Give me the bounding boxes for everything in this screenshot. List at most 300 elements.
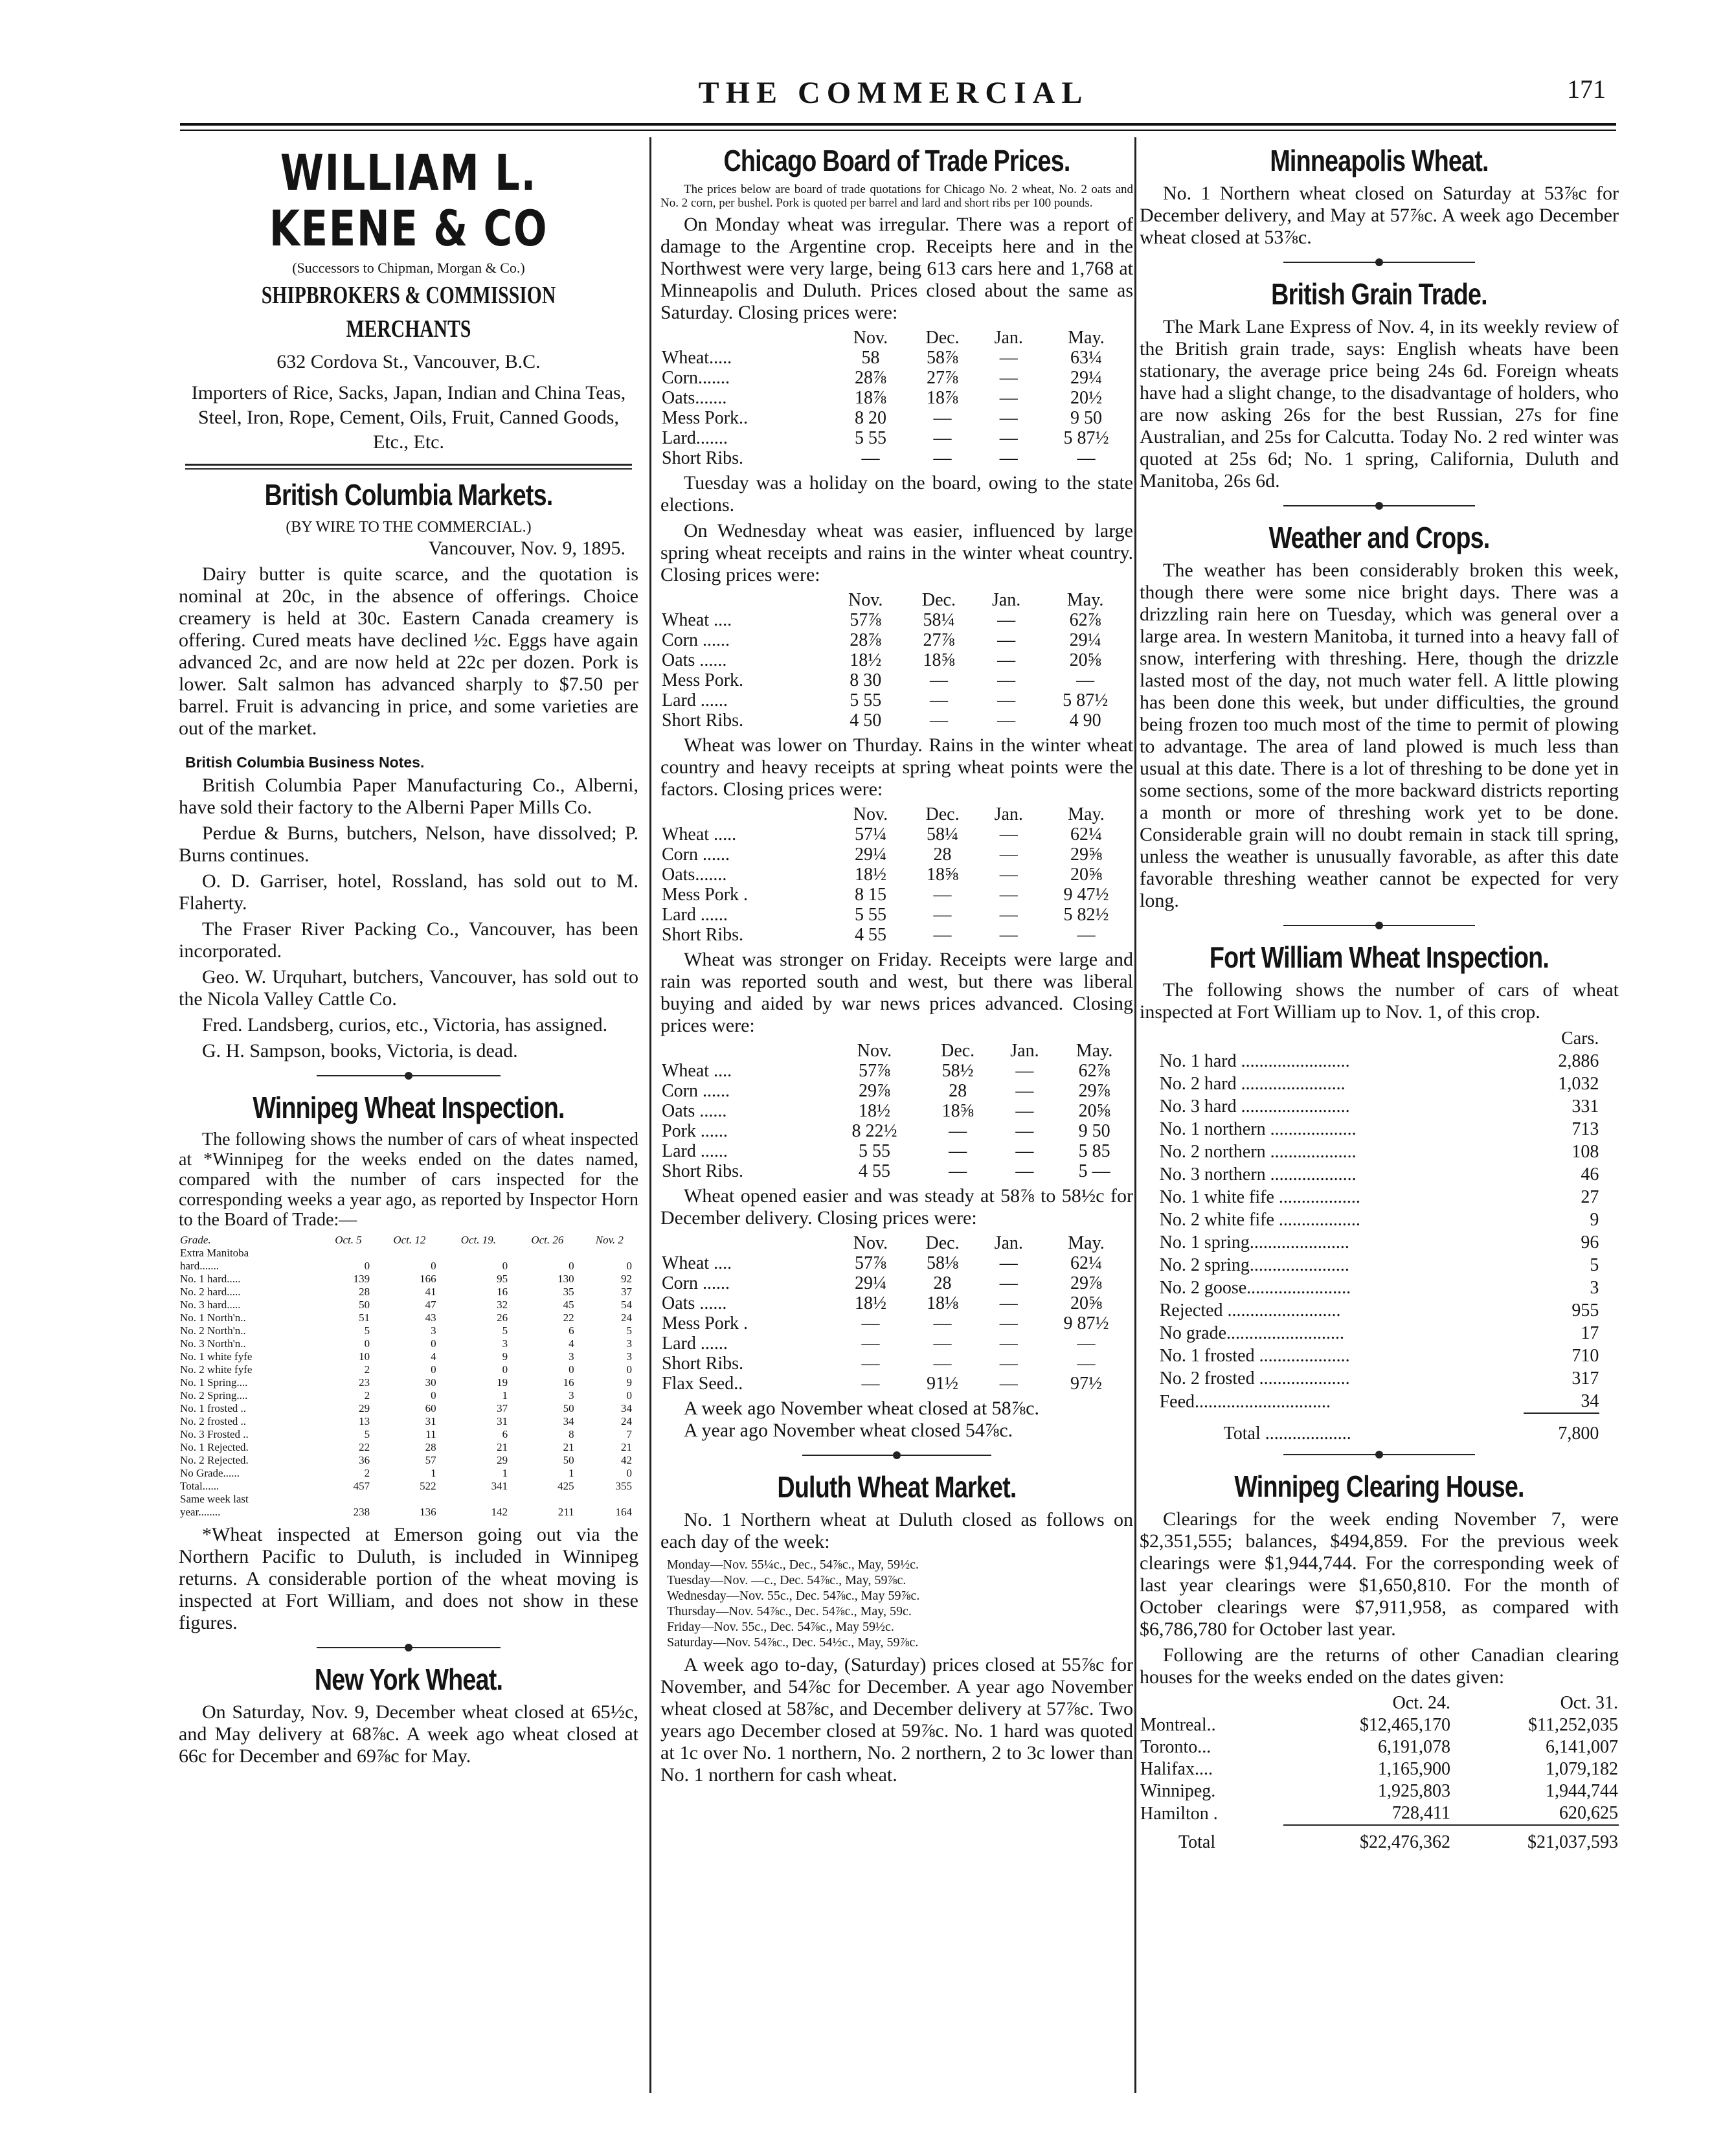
row-label: Total ................... [1223,1423,1351,1444]
table-row [1159,1345,1600,1367]
cell: 130 [558,1273,574,1285]
column-header: May. [1076,1041,1113,1061]
table-row [660,428,1133,448]
row-label: Mess Pork. [662,670,744,690]
cell: 355 [615,1480,632,1492]
chicago-week-ago: A week ago November wheat closed at 58⅞c. [684,1398,1039,1419]
grade-label: Extra Manitoba [180,1247,249,1259]
cell: — [933,925,952,945]
table-row [1140,1758,1619,1780]
advertiser-business: SHIPBROKERS & COMMISSION MERCHANTS [261,282,556,343]
cell: 91½ [927,1374,959,1394]
british-grain-heading: British Grain Trade. [1271,277,1487,311]
table-row [1159,1299,1600,1322]
row-label: No. 3 North'n.. [180,1337,246,1350]
cell: 5 85 [1078,1141,1110,1161]
cell: 9 [502,1350,508,1363]
table-row [660,1121,1133,1141]
cell: 29⅞ [1070,1273,1103,1293]
cell: 21 [497,1441,508,1453]
duluth-day-line: Wednesday—Nov. 55c., Dec. 54⅞c., May 59⅞c. [667,1589,920,1603]
cell: — [1077,448,1096,468]
column-header [660,590,828,610]
cell: 2 [364,1363,370,1376]
cell: 0 [364,1337,370,1350]
cell: 2,886 [1558,1051,1599,1071]
masthead [175,70,1612,110]
table-header-row [179,1234,638,1247]
row-label: hard....... [180,1260,219,1272]
duluth-day-line: Saturday—Nov. 54⅞c., Dec. 54½c., May, 59⅞c. [667,1635,919,1650]
row-label: Oats ...... [662,1293,727,1313]
row-label: Mess Pork.. [662,408,749,428]
cell: 5 87½ [1063,428,1109,448]
table-row [1159,1118,1600,1140]
advertiser-address: 632 Cordova St., Vancouver, B.C. [276,351,541,372]
row-label: No. 1 Spring.... [180,1376,248,1389]
cell: 34 [563,1415,574,1427]
cell: 4 90 [1069,710,1101,731]
cell: — [999,1293,1018,1313]
cell: 32 [497,1299,508,1311]
cell: 1 [502,1467,508,1479]
weather-heading: Weather and Crops. [1268,521,1490,554]
cell: 7,800 [1524,1413,1599,1445]
cell: 95 [497,1273,508,1285]
column-header: Nov. [853,328,888,348]
cell: 5 55 [850,690,882,710]
cell: 4 55 [858,1161,890,1181]
minneapolis-heading: Minneapolis Wheat. [1270,144,1489,177]
column-header: May. [1068,1233,1105,1253]
cell: 57 [425,1454,436,1466]
fort-william-table [1159,1027,1600,1445]
cell: — [933,408,952,428]
cell: 142 [491,1506,508,1518]
cell: 31 [425,1415,436,1427]
cell: 19 [497,1376,508,1389]
cell: 18⅞ [927,388,959,408]
column-header: May. [1066,590,1104,610]
column-header: Dec. [925,804,960,824]
column-header: Dec. [941,1041,975,1061]
row-label: Wheat .... [662,610,732,630]
cell: 26 [497,1311,508,1324]
column-rule-left [649,137,651,2093]
cell: 238 [353,1506,370,1518]
row-label: No. 1 spring...................... [1159,1232,1349,1253]
winnipeg-inspection-table [179,1234,638,1519]
cell: — [997,670,1016,690]
table-row [660,905,1133,925]
row-label: No. 2 hard..... [180,1286,241,1298]
cell: 1,032 [1558,1074,1599,1094]
table-row [179,1286,638,1299]
column-header: May. [1068,804,1105,824]
cell: 136 [420,1506,436,1518]
cell: 8 [569,1428,574,1440]
cell: 51 [359,1311,370,1324]
row-label: No. 2 spring...................... [1159,1255,1349,1275]
column-header: Grade. [180,1234,211,1246]
cell: — [933,885,952,905]
cell: — [999,1313,1018,1333]
clearing-rows [1140,1714,1619,1825]
table-row [179,1441,638,1454]
row-label: No. 2 frosted .................... [1159,1368,1350,1389]
cell: 5 55 [858,1141,890,1161]
row-label: Pork ...... [662,1121,728,1141]
bc-markets-dateline: Vancouver, Nov. 9, 1895. [428,538,625,559]
column-header: Nov. [848,590,883,610]
table-header-row [660,804,1133,824]
table-row [660,1253,1133,1273]
cell: 620,625 [1559,1803,1618,1823]
row-label: No. 1 hard ........................ [1159,1051,1350,1071]
cell: 18½ [854,865,886,885]
column-header: Oct. 26 [531,1234,564,1246]
row-label: Total [1178,1832,1216,1852]
cell: — [999,1253,1018,1273]
price-table [660,804,1133,945]
bc-notes-heading: British Columbia Business Notes. [185,754,425,771]
cell: — [933,448,952,468]
bc-markets-heading: British Columbia Markets. [264,478,553,512]
table-row [660,388,1133,408]
table-row [179,1299,638,1311]
row-label: Lard ...... [662,1141,728,1161]
cell: — [999,368,1018,388]
cell: 0 [431,1260,436,1272]
row-label: No. 2 North'n.. [180,1324,246,1337]
row-label: No. 2 hard ....................... [1159,1074,1346,1094]
table-row [179,1493,638,1506]
price-table [660,1233,1133,1394]
section-separator [1140,496,1619,516]
table-row [660,885,1133,905]
table-row [179,1506,638,1519]
cell: — [949,1141,967,1161]
cell: 9 [626,1376,632,1389]
cell: 62⅞ [1078,1061,1110,1081]
row-label: Hamilton . [1140,1803,1218,1824]
cell: — [999,845,1018,865]
cell: — [1077,925,1096,945]
masthead-title: THE COMMERCIAL [698,76,1089,110]
cell: — [1015,1081,1034,1101]
cell: 58½ [941,1061,974,1081]
advertiser-name: WILLIAM L. KEENE & CO [269,144,548,257]
cell: 4 55 [854,925,886,945]
cell: — [933,1354,952,1374]
table-row [1140,1780,1619,1802]
cell: 166 [420,1273,436,1285]
row-label: Lard ...... [662,690,728,710]
table-header-row [1159,1027,1600,1050]
row-label: Toronto... [1140,1737,1211,1757]
cell: 6,191,078 [1378,1737,1451,1757]
cell: 57⅞ [858,1061,890,1081]
table-row [660,1273,1133,1293]
table-row [179,1467,638,1480]
row-label: Wheat .... [662,1253,732,1273]
row-label: No Grade...... [180,1467,240,1479]
table-row [179,1260,638,1273]
cell: 3 [626,1350,632,1363]
cell: 60 [425,1402,436,1414]
cell: 317 [1571,1368,1599,1389]
cell: 28⅞ [854,368,886,388]
cell: 28 [425,1441,436,1453]
cell: — [999,824,1018,845]
cell: 29⅝ [1070,845,1103,865]
row-label: Short Ribs. [662,1354,744,1374]
chicago-wednesday-text: On Wednesday wheat was easier, influenced by large spring wheat receipts and rains in the winter wheat country. Closing prices were: [660,520,1133,585]
row-label: Short Ribs. [662,710,744,731]
cell: 3 [569,1350,574,1363]
table-row [1159,1163,1600,1186]
cell: 36 [359,1454,370,1466]
cell: 5 [626,1324,632,1337]
row-label: No. 3 northern ................... [1159,1164,1357,1185]
cell: 21 [621,1441,632,1453]
column-rule-right [1134,137,1136,2093]
bc-note: O. D. Garriser, hotel, Rossland, has sold out to M. Flaherty. [179,870,638,914]
column-middle [660,139,1133,2114]
cell: 8 15 [854,885,886,905]
cell: 58⅞ [927,348,959,368]
chicago-intro: The prices below are board of trade quotations for Chicago No. 2 wheat, No. 2 oats and No. 2 corn, per bushel. Pork is quoted per barrel and lard and short ribs per 100 pounds. [660,183,1133,210]
row-label: Wheat .... [662,1061,732,1081]
cell: 18⅝ [941,1101,974,1121]
table-row [1159,1367,1600,1390]
table-row [179,1415,638,1428]
row-label: No. 1 Rejected. [180,1441,249,1453]
row-label: Corn ...... [662,845,730,865]
cell: 29¼ [1070,368,1103,388]
row-label: No. 2 white fyfe [180,1363,253,1376]
table-row [660,690,1133,710]
row-label: Winnipeg. [1140,1781,1216,1801]
table-row [660,1354,1133,1374]
column-header: Jan. [994,804,1023,824]
cell: 0 [364,1260,370,1272]
table-row [660,670,1133,690]
cell: 43 [425,1311,436,1324]
cell: 1 [569,1467,574,1479]
cell: 1,925,803 [1378,1781,1451,1801]
cell: 27 [1581,1187,1599,1207]
table-row [1140,1714,1619,1736]
table-row [660,650,1133,670]
row-label: No. 1 northern ................... [1159,1119,1357,1139]
cell: 46 [1581,1164,1599,1185]
column-header [660,328,834,348]
cell: — [1015,1161,1034,1181]
column-header: Jan. [994,1233,1023,1253]
column-header [1140,1692,1283,1714]
bc-note: Perdue & Burns, butchers, Nelson, have dissolved; P. Burns continues. [179,823,638,866]
cell: 5 [364,1324,370,1337]
cell: — [1015,1141,1034,1161]
cell: 62¼ [1070,1253,1103,1273]
cell: 62⅞ [1069,610,1101,630]
row-label: Lard....... [662,428,728,448]
cell: — [999,388,1018,408]
cell: — [999,448,1018,468]
cell: 0 [569,1363,574,1376]
row-label: Same week last [180,1493,249,1505]
price-table [660,590,1133,731]
section-separator [179,1638,638,1657]
column-header: Dec. [925,1233,960,1253]
cell: 34 [1581,1391,1599,1411]
cell: 0 [569,1260,574,1272]
cell: — [929,670,948,690]
table-total-row [179,1480,638,1493]
column-header: Oct. 19. [460,1234,497,1246]
cell: 8 20 [854,408,886,428]
cell: — [997,650,1016,670]
table-row [660,710,1133,731]
cell: 47 [425,1299,436,1311]
cell: 13 [359,1415,370,1427]
duluth-day-line: Thursday—Nov. 54⅞c., Dec. 54⅞c., May, 59c. [667,1604,912,1618]
cell: 5 [502,1324,508,1337]
cell: 41 [425,1286,436,1298]
cell: — [933,428,952,448]
cell: — [999,885,1018,905]
row-label: No. 1 white fyfe [180,1350,253,1363]
row-label: Flax Seed.. [662,1374,743,1394]
fort-william-heading: Fort William Wheat Inspection. [1209,940,1549,974]
winnipeg-inspection-rows [179,1260,638,1480]
table-row [660,845,1133,865]
bc-note: Fred. Landsberg, curios, etc., Victoria, has assigned. [202,1014,608,1036]
cell: — [1077,1333,1096,1354]
table-row [660,408,1133,428]
cell: 27⅞ [923,630,955,650]
row-label: No. 1 North'n.. [180,1311,246,1324]
cell: 0 [431,1363,436,1376]
table-row [179,1247,638,1260]
table-row [1159,1095,1600,1118]
cell: — [933,1313,952,1333]
cell: 18⅛ [927,1293,959,1313]
table-row [1159,1140,1600,1163]
table-row [660,824,1133,845]
cell: 20⅝ [1069,650,1101,670]
cell: 5 [1590,1255,1599,1275]
bc-markets-byline: (BY WIRE TO THE COMMERCIAL.) [286,519,532,536]
cell: 23 [359,1376,370,1389]
cell: 0 [502,1363,508,1376]
chicago-year-ago: A year ago November wheat closed 54⅞c. [684,1420,1013,1441]
cell: $12,465,170 [1360,1715,1451,1735]
cell: 42 [621,1454,632,1466]
column-header [660,1041,827,1061]
cell: 18⅞ [854,388,886,408]
cell: 96 [1581,1232,1599,1253]
table-row [1159,1231,1600,1254]
clearing-table [1140,1692,1619,1854]
fort-william-intro: The following shows the number of cars of wheat inspected at Fort William up to Nov. 1, of this crop. [1140,979,1619,1023]
cell: 58¼ [927,824,959,845]
table-row [660,630,1133,650]
cell: — [933,905,952,925]
cell: 0 [502,1260,508,1272]
table-row [1159,1050,1600,1072]
table-row [1159,1322,1600,1345]
duluth-day-line: Monday—Nov. 55¼c., Dec., 54⅞c., May, 59½c. [667,1558,919,1572]
row-label: Short Ribs. [662,925,744,945]
row-label: Mess Pork . [662,885,749,905]
cell: 20⅝ [1070,1293,1103,1313]
cell: 341 [491,1480,508,1492]
fort-william-rows [1159,1050,1600,1413]
table-row [660,448,1133,468]
table-row [1159,1254,1600,1277]
cell: $21,037,593 [1451,1825,1619,1854]
column-left [179,139,638,2114]
cell: 20⅝ [1070,865,1103,885]
column-header: May. [1068,328,1105,348]
table-header-row [1140,1692,1619,1714]
cell: 31 [497,1415,508,1427]
cell: 1,165,900 [1378,1759,1451,1779]
cell: 57¼ [854,824,886,845]
cell: 28⅞ [850,630,882,650]
minneapolis-body: No. 1 Northern wheat closed on Saturday at 53⅞c for December delivery, and May at 57⅞c. A week ago December wheat closed at 53⅞c. [1140,183,1619,248]
table-row [179,1389,638,1402]
table-row [1159,1390,1600,1413]
cell: 5 55 [854,905,886,925]
cell: 29 [497,1454,508,1466]
cell: 22 [359,1441,370,1453]
cell: 2 [364,1467,370,1479]
column-header: Nov. 2 [595,1234,624,1246]
table-header-row [660,1233,1133,1253]
row-label: No. 1 frosted .. [180,1402,246,1414]
row-label: Oats ...... [662,1101,727,1121]
cell: 8 22½ [851,1121,897,1141]
cell: 108 [1571,1142,1599,1162]
cell: 3 [569,1389,574,1401]
row-label: Corn ...... [662,630,730,650]
cell: 57⅞ [850,610,882,630]
cell: 8 30 [850,670,882,690]
row-label: Rejected ......................... [1159,1300,1341,1321]
bc-note: The Fraser River Packing Co., Vancouver, has been incorporated. [179,918,638,962]
cell: 5 [364,1428,370,1440]
winnipeg-inspection-heading: Winnipeg Wheat Inspection. [253,1091,565,1124]
cell: 0 [626,1467,632,1479]
advertiser-importers: Importers of Rice, Sacks, Japan, Indian and China Teas, Steel, Iron, Rope, Cement, Oils, Fruit, Canned Goods, Etc., Etc. [191,382,626,453]
table-header-row [660,590,1133,610]
table-row [179,1324,638,1337]
cell: 331 [1571,1096,1599,1117]
table-row [179,1376,638,1389]
cell: — [861,1354,880,1374]
row-label: No. 3 hard ........................ [1159,1096,1350,1117]
cell: 211 [558,1506,574,1518]
column-header [660,1233,834,1253]
cell: 9 50 [1070,408,1103,428]
table-row [1159,1072,1600,1095]
cell: 0 [431,1337,436,1350]
chicago-friday-text: Wheat was stronger on Friday. Receipts were large and rain was reported south and west, but there was liberal buying and aided by war news prices advanced. Closing prices were: [660,949,1133,1036]
cell: 37 [497,1402,508,1414]
